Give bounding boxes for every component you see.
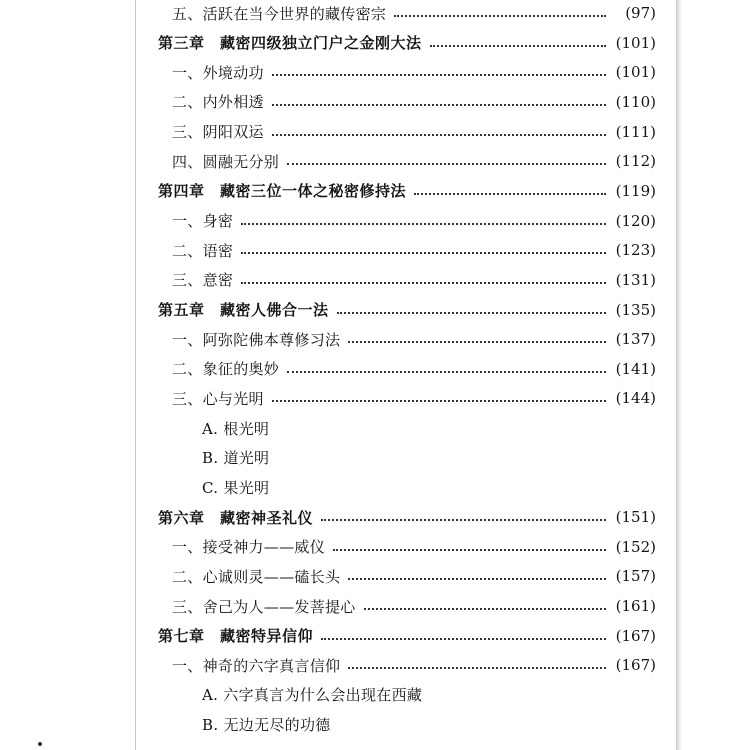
- toc-page-number: (151): [615, 508, 656, 527]
- toc-title: C. 果光明: [202, 478, 270, 497]
- dot-leader: [430, 45, 606, 47]
- dot-leader: [333, 549, 606, 551]
- toc-page-number: (110): [615, 92, 656, 111]
- toc-page-number: (131): [615, 270, 656, 289]
- toc-subentry-row: [136, 446, 676, 470]
- toc-title: 一、身密: [172, 212, 234, 231]
- toc-title: A. 六字真言为什么会出现在西藏: [202, 686, 423, 705]
- dot-leader: [287, 371, 606, 373]
- toc-chapter-row: [136, 505, 676, 529]
- toc-page-number: (97): [625, 4, 656, 22]
- document-page: [136, 0, 676, 750]
- toc-section-row: [136, 386, 676, 410]
- dot-leader: [321, 519, 606, 521]
- toc-chapter-row: [136, 298, 676, 322]
- dot-leader: [321, 638, 606, 640]
- dot-leader: [272, 134, 606, 136]
- toc-title: 一、外境动功: [172, 63, 264, 82]
- dot-leader: [414, 193, 606, 195]
- toc-section-row: [136, 653, 676, 677]
- toc-title: 一、接受神力——威仪: [172, 538, 326, 557]
- toc-page-number: (167): [615, 656, 656, 675]
- toc-chapter-row: [136, 624, 676, 648]
- toc-subentry-row: [136, 713, 676, 737]
- dot-leader: [241, 223, 606, 225]
- dot-leader: [394, 15, 606, 17]
- toc-page-number: (137): [615, 330, 656, 349]
- toc-page-number: (152): [615, 537, 656, 556]
- toc-page-number: (167): [615, 626, 656, 645]
- toc-section-row: [136, 594, 676, 618]
- dot-leader: [272, 74, 606, 76]
- toc-title: 三、心与光明: [172, 389, 264, 408]
- dot-leader: [241, 252, 606, 254]
- toc-section-row: [136, 357, 676, 381]
- toc-section-row: [136, 535, 676, 559]
- toc-chapter-row: [136, 31, 676, 55]
- toc-title: 二、语密: [172, 241, 234, 260]
- toc-page-number: (144): [615, 389, 656, 408]
- toc-title: 第五章 藏密人佛合一法: [158, 301, 329, 319]
- toc-section-row: [136, 90, 676, 114]
- toc-page-number: (101): [615, 63, 656, 82]
- dot-leader: [272, 400, 606, 402]
- toc-title: 二、内外相透: [172, 93, 264, 112]
- toc-subentry-row: [136, 416, 676, 440]
- dot-leader: [348, 578, 606, 580]
- toc-section-row: [136, 209, 676, 233]
- toc-page-number: (111): [615, 122, 656, 141]
- toc-title: 三、意密: [172, 271, 234, 290]
- toc-title: 第六章 藏密神圣礼仪: [158, 508, 314, 527]
- dot-leader: [287, 163, 606, 165]
- toc-page-number: (157): [615, 567, 656, 586]
- dot-leader: [272, 104, 606, 106]
- dot-leader: [337, 312, 606, 314]
- toc-title: 一、神奇的六字真言信仰: [172, 656, 341, 675]
- toc-title: 三、阴阳双运: [172, 123, 264, 142]
- toc-page-number: (120): [615, 211, 656, 230]
- toc-section-row: [136, 564, 676, 588]
- toc-title: 一、阿弥陀佛本尊修习法: [172, 330, 341, 349]
- toc-title: 第三章 藏密四级独立门户之金刚大法: [158, 34, 422, 53]
- toc-section-row: [136, 327, 676, 351]
- toc-title: A. 根光明: [202, 419, 270, 438]
- toc-title: 五、活跃在当今世界的藏传密宗: [172, 4, 387, 23]
- toc-title: 四、圆融无分别: [172, 152, 280, 171]
- stray-mark: [38, 742, 42, 746]
- toc-section-row: [136, 120, 676, 144]
- toc-title: 二、象征的奥妙: [172, 360, 280, 379]
- toc-section-row: [136, 238, 676, 262]
- toc-section-row: [136, 268, 676, 292]
- toc-page-number: (101): [615, 33, 656, 52]
- toc-page-number: (123): [615, 241, 656, 260]
- toc-title: B. 无边无尽的功德: [202, 716, 331, 735]
- toc-page-number: (112): [615, 152, 656, 171]
- toc-page-number: (135): [615, 300, 656, 319]
- toc-chapter-row: [136, 179, 676, 203]
- toc-subentry-row: [136, 683, 676, 707]
- dot-leader: [348, 667, 606, 669]
- toc-title: B. 道光明: [202, 449, 270, 468]
- toc-page-number: (141): [615, 359, 656, 378]
- toc-title: 第七章 藏密特异信仰: [158, 627, 314, 646]
- toc-subentry-row: [136, 475, 676, 499]
- toc-title: 二、心诚则灵——磕长头: [172, 567, 341, 586]
- toc-section-row: [136, 149, 676, 173]
- page-shadow: [677, 0, 682, 750]
- toc-section-row: [136, 1, 676, 25]
- toc-page-number: (161): [615, 597, 656, 615]
- toc-section-row: [136, 60, 676, 84]
- dot-leader: [241, 282, 606, 284]
- toc-title: 三、舍己为人——发菩提心: [172, 597, 356, 616]
- toc-page-number: (119): [615, 181, 656, 200]
- toc-title: 第四章 藏密三位一体之秘密修持法: [158, 182, 407, 201]
- dot-leader: [348, 341, 606, 343]
- dot-leader: [364, 608, 606, 610]
